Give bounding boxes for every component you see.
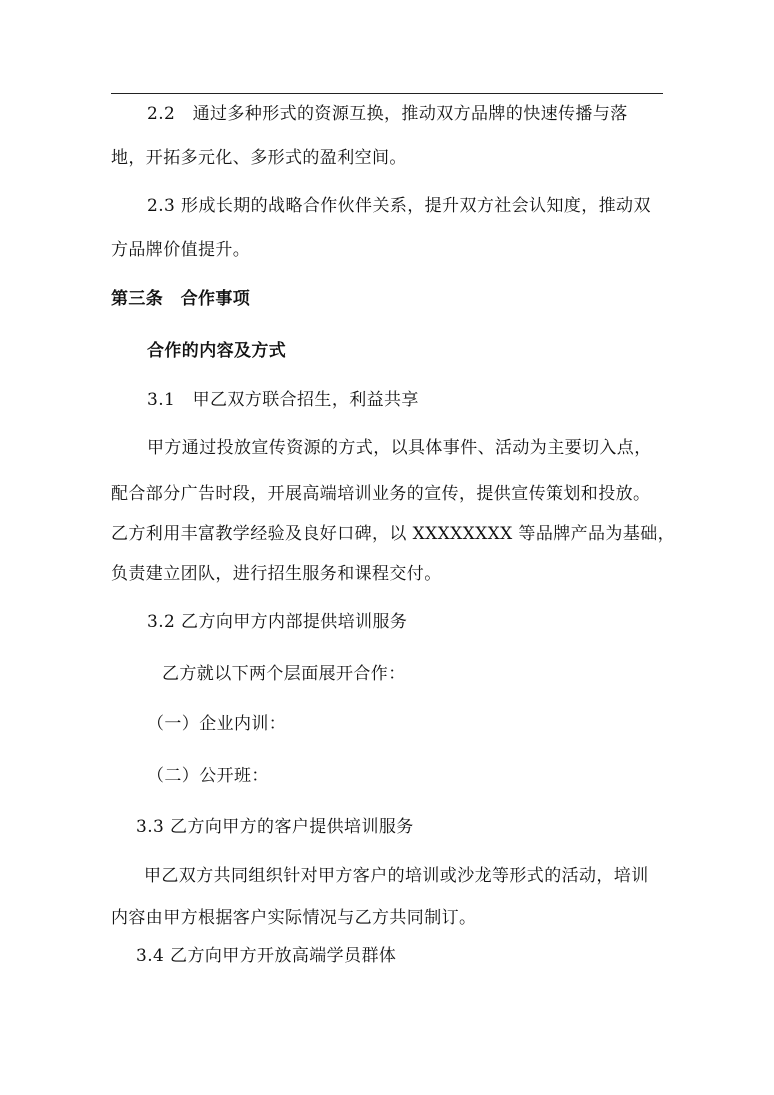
para-3-1-line-4: 负责建立团队，进行招生服务和课程交付。 bbox=[111, 564, 442, 584]
para-3-1-line-1: 甲方通过投放宣传资源的方式，以具体事件、活动为主要切入点， bbox=[147, 438, 652, 458]
section-heading-cooperation-content: 合作的内容及方式 bbox=[147, 341, 287, 361]
item-3-4-heading: 3.4 乙方向甲方开放高端学员群体 bbox=[136, 946, 397, 966]
list-item-enterprise-training: （一）企业内训： bbox=[147, 714, 287, 734]
para-3-1-line-3: 乙方利用丰富教学经验及良好口碑，以 XXXXXXXX 等品牌产品为基础， bbox=[111, 524, 676, 544]
para-2-2-line-1: 2.2 通过多种形式的资源互换，推动双方品牌的快速传播与落 bbox=[147, 104, 628, 124]
para-3-3-line-2: 内容由甲方根据客户实际情况与乙方共同制订。 bbox=[111, 908, 477, 928]
para-2-2-line-2: 地，开拓多元化、多形式的盈利空间。 bbox=[111, 148, 407, 168]
para-3-1-line-2: 配合部分广告时段，开展高端培训业务的宣传，提供宣传策划和投放。 bbox=[111, 484, 651, 504]
para-3-3-line-1: 甲乙双方共同组织针对甲方客户的培训或沙龙等形式的活动，培训 bbox=[144, 866, 649, 886]
para-3-2-intro: 乙方就以下两个层面展开合作： bbox=[162, 664, 406, 684]
para-2-3-line-2: 方品牌价值提升。 bbox=[111, 240, 251, 260]
list-item-public-class: （二）公开班： bbox=[147, 766, 269, 786]
article-3-heading: 第三条 合作事项 bbox=[111, 289, 251, 309]
item-3-2-heading: 3.2 乙方向甲方内部提供培训服务 bbox=[147, 612, 408, 632]
para-2-3-line-1: 2.3 形成长期的战略合作伙伴关系，提升双方社会认知度，推动双 bbox=[147, 196, 651, 216]
item-3-1-heading: 3.1 甲乙双方联合招生，利益共享 bbox=[147, 390, 419, 410]
item-3-3-heading: 3.3 乙方向甲方的客户提供培训服务 bbox=[136, 817, 414, 837]
header-rule bbox=[111, 93, 663, 94]
